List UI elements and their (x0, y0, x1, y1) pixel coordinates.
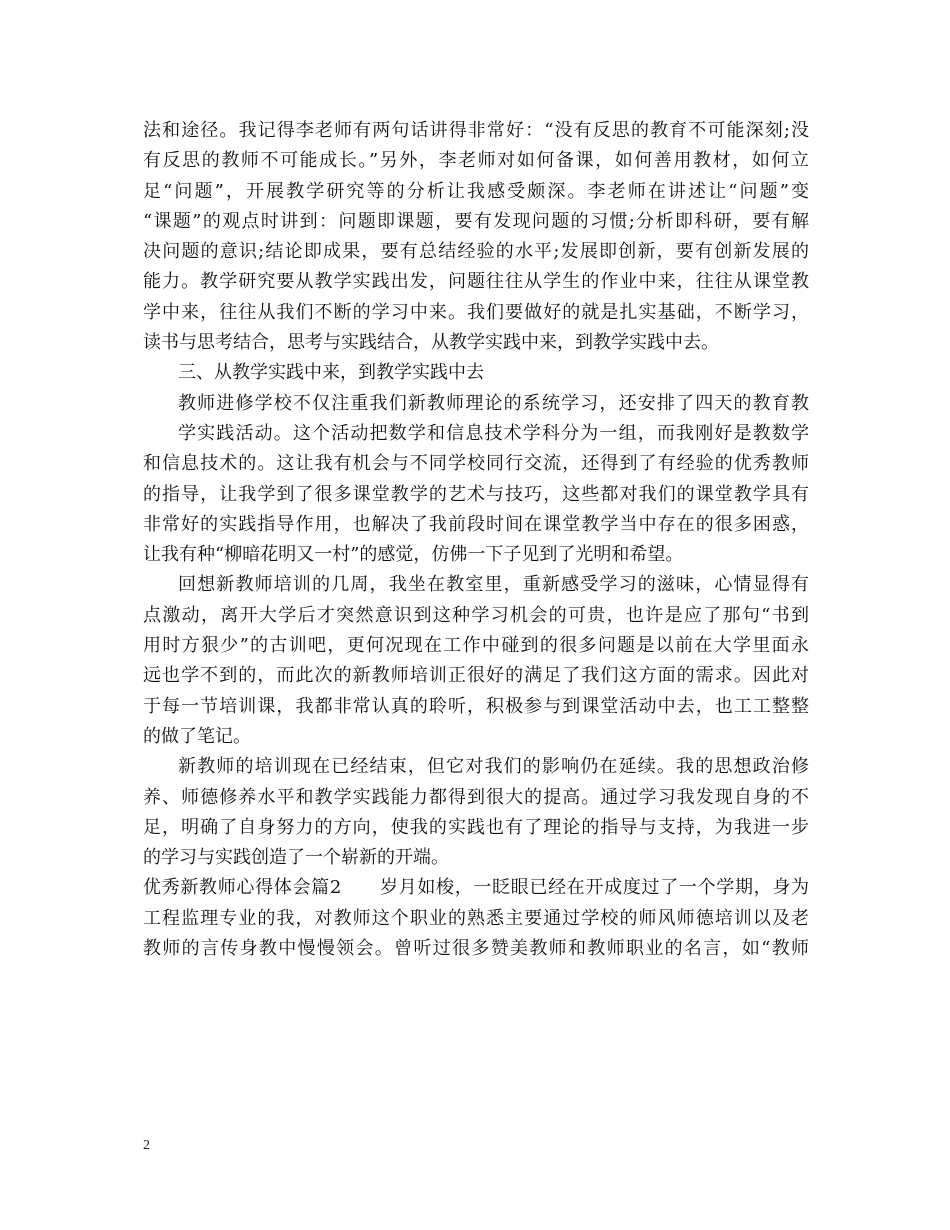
text-line: 教师的言传身教中慢慢领会。曾听过很多赞美教师和教师职业的名言，如“教师 (143, 938, 809, 960)
body-text (143, 116, 809, 964)
page-number: 2 (143, 1138, 150, 1153)
text-line: “课题”的观点时讲到：问题即课题，要有发现问题的习惯;分析即科研，要有解 (143, 210, 809, 232)
text-line: 足“问题”，开展教学研究等的分析让我感受颇深。李老师在讲述让“问题”变 (143, 180, 809, 202)
text-line: 读书与思考结合，思考与实践结合，从教学实践中来，到教学实践中去。 (143, 332, 719, 354)
text-line: 于每一节培训课，我都非常认真的聆听，积极参与到课堂活动中去，也工工整整 (143, 695, 809, 717)
text-line: 的指导，让我学到了很多课堂教学的艺术与技巧，这些都对我们的课堂教学具有 (143, 483, 809, 505)
text-line: 用时方狠少”的古训吧，更何况现在工作中碰到的很多问题是以前在大学里面永 (143, 635, 809, 657)
text-line: 法和途径。我记得李老师有两句话讲得非常好：“没有反思的教育不可能深刻;没 (143, 120, 809, 141)
text-line: 养、师德修养水平和教学实践能力都得到很大的提高。通过学习我发现自身的不 (143, 786, 809, 808)
text-line: 回想新教师培训的几周，我坐在教室里，重新感受学习的滋味，心情显得有 (178, 574, 809, 596)
text-line: 学实践活动。这个活动把数学和信息技术学科分为一组，而我刚好是教数学 (178, 422, 809, 444)
text-line: 工程监理专业的我，对教师这个职业的熟悉主要通过学校的师风师德培训以及老 (143, 907, 809, 929)
text-line: 远也学不到的，而此次的新教师培训正很好的满足了我们这方面的需求。因此对 (143, 665, 809, 687)
section-title-line (143, 873, 809, 903)
text-line: 决问题的意识;结论即成果，要有总结经验的水平;发展即创新，要有创新发展的 (143, 241, 809, 263)
section-heading: 三、从教学实践中来，到教学实践中去 (178, 362, 484, 384)
section-title: 优秀新教师心得体会篇2 (143, 877, 342, 899)
text-line: 点激动，离开大学后才突然意识到这种学习机会的可贵，也许是应了那句“书到 (143, 604, 809, 626)
text-line: 有反思的教师不可能成长。”另外，李老师对如何备课，如何善用教材，如何立 (143, 150, 809, 172)
text-line: 能力。教学研究要从教学实践出发，问题往往从学生的作业中来，往往从课堂教 (143, 271, 809, 293)
text-line: 的做了笔记。 (143, 725, 251, 747)
text-line: 让我有种“柳暗花明又一村”的感觉，仿佛一下子见到了光明和希望。 (143, 544, 684, 566)
text-line: 新教师的培训现在已经结束，但它对我们的影响仍在延续。我的思想政治修 (178, 756, 809, 778)
text-line: 教师进修学校不仅注重我们新教师理论的系统学习，还安排了四天的教育教 (178, 392, 809, 414)
text-line: 学中来，往往从我们不断的学习中来。我们要做好的就是扎实基础，不断学习， (143, 301, 809, 323)
text-line: 的学习与实践创造了一个崭新的开端。 (143, 847, 449, 869)
section-first-sentence: 岁月如梭，一眨眼已经在开成度过了一个学期，身为 (379, 877, 810, 899)
text-line: 非常好的实践指导作用，也解决了我前段时间在课堂教学当中存在的很多困惑， (143, 513, 809, 535)
text-line: 足，明确了自身努力的方向，使我的实践也有了理论的指导与支持，为我进一步 (143, 816, 809, 838)
text-line: 和信息技术的。这让我有机会与不同学校同行交流，还得到了有经验的优秀教师 (143, 453, 809, 475)
